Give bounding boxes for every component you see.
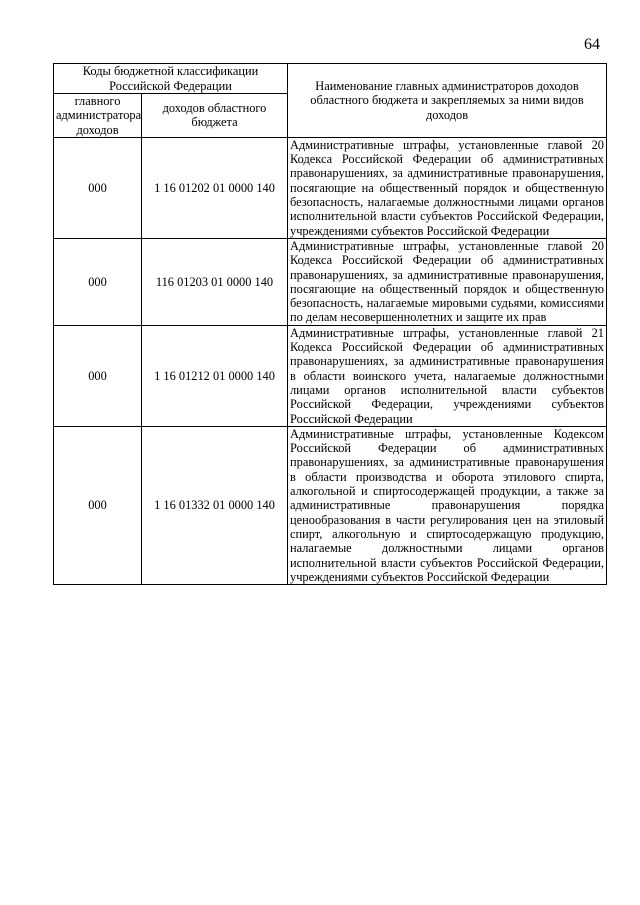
header-income-code: доходов областного бюджета	[142, 94, 288, 138]
income-code-cell: 1 16 01212 01 0000 140	[142, 325, 288, 426]
header-administrator-name: Наименование главных администраторов доходов областного бюджета и закрепляемых за ними видов доходов	[288, 64, 607, 138]
page-number: 64	[584, 36, 600, 53]
income-name-cell: Административные штрафы, установленные главой 20 Кодекса Российской Федерации об административных правонарушениях, за административные правонарушения, посягающие на общественный порядок и общественную безопасность, налагаемые мировыми судьями, комиссиями по делам несовершеннолетних и защите их прав	[288, 238, 607, 325]
table-row	[54, 426, 607, 584]
table-row	[54, 137, 607, 238]
income-code-cell: 116 01203 01 0000 140	[142, 238, 288, 325]
income-name-cell: Административные штрафы, установленные Кодексом Российской Федерации об административных правонарушениях, за административные правонарушения в области производства и оборота этилового спирта, алкогольной и спиртосодержащей продукции, а также за административные правонарушения порядка ценообразования в части регулирования цен на этиловый спирт, алкогольную и спиртосодержащую продукцию, налагаемые должностными лицами органов исполнительной власти субъектов Российской Федерации, учреждениями субъектов Российской Федерации	[288, 426, 607, 584]
table-row	[54, 325, 607, 426]
income-name-cell: Административные штрафы, установленные главой 21 Кодекса Российской Федерации об административных правонарушениях, за административные правонарушения в области воинского учета, налагаемые должностными лицами органов исполнительной власти субъектов Российской Федерации, учреждениями субъектов Российской Федерации	[288, 325, 607, 426]
income-code-cell: 1 16 01202 01 0000 140	[142, 137, 288, 238]
admin-code-cell: 000	[54, 238, 142, 325]
income-code-cell: 1 16 01332 01 0000 140	[142, 426, 288, 584]
table-header	[54, 64, 607, 138]
table-row	[54, 238, 607, 325]
table-body	[54, 137, 607, 584]
admin-code-cell: 000	[54, 137, 142, 238]
header-main-administrator: главного администратора доходов	[54, 94, 142, 138]
income-name-cell: Административные штрафы, установленные главой 20 Кодекса Российской Федерации об административных правонарушениях, за административные правонарушения, посягающие на общественный порядок и общественную безопасность, налагаемые должностными лицами органов исполнительной власти субъектов Российской Федерации, учреждениями субъектов Российской Федерации	[288, 137, 607, 238]
header-row-top	[54, 64, 607, 94]
header-budget-codes: Коды бюджетной классификации Российской Федерации	[54, 64, 288, 94]
admin-code-cell: 000	[54, 426, 142, 584]
admin-code-cell: 000	[54, 325, 142, 426]
budget-classification-table	[53, 63, 607, 585]
